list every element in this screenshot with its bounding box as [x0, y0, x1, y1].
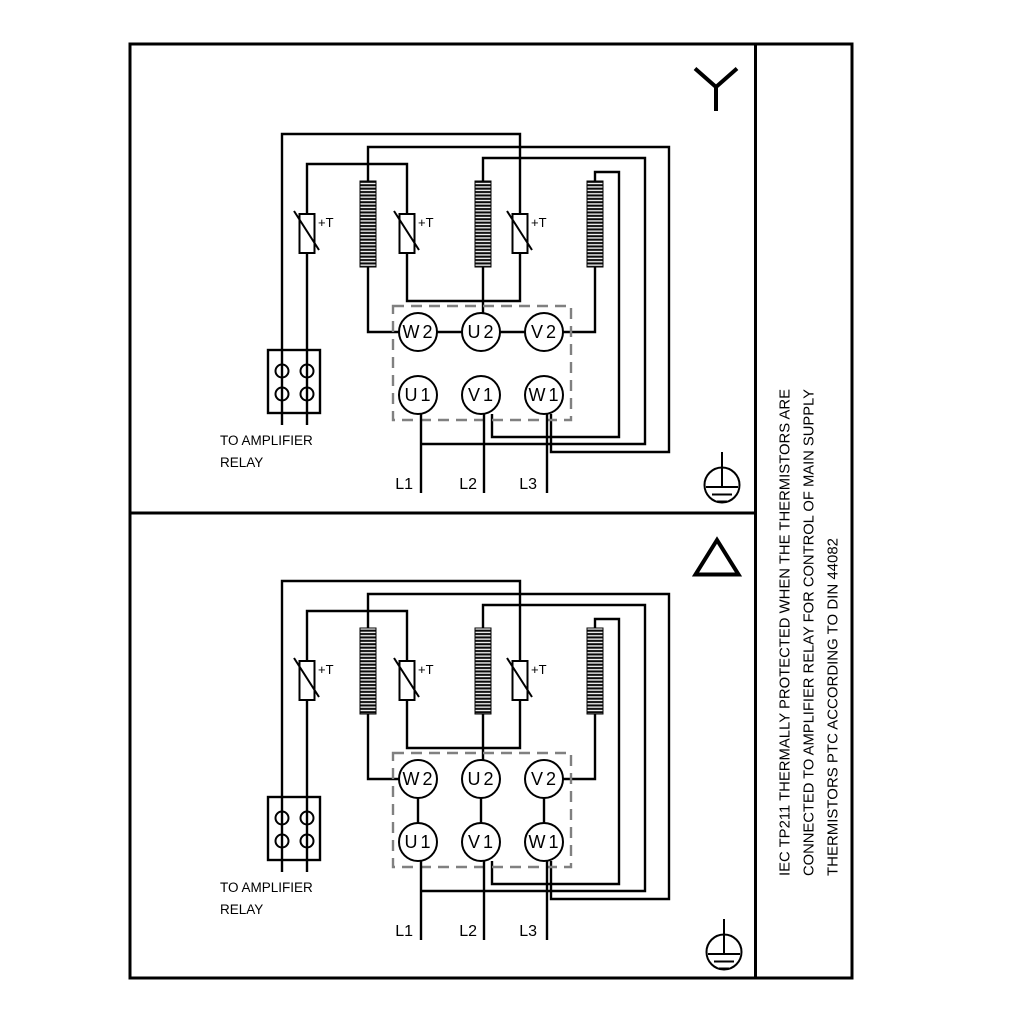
motor-winding-coil-u: [475, 181, 491, 267]
side-note-line-3: THERMISTORS PTC ACCORDING TO DIN 44082: [824, 537, 842, 876]
delta-connection-icon: [696, 540, 739, 575]
wire-thermistor3-to-thermistor2: [407, 253, 520, 301]
terminal-label-w2: W2: [402, 769, 436, 789]
supply-label-l2: L2: [459, 476, 477, 493]
terminal-label-v1: V1: [467, 832, 497, 852]
amplifier-relay-connector: [268, 797, 320, 860]
thermistor-label: +T: [318, 662, 334, 677]
motor-winding-coil-v: [587, 181, 603, 267]
relay-caption-line2: RELAY: [220, 902, 264, 917]
motor-winding-coil-w: [360, 628, 376, 714]
relay-caption-line1: TO AMPLIFIER: [220, 433, 313, 448]
thermistor-3: [507, 211, 547, 253]
thermistor-3: [507, 658, 547, 700]
terminal-label-v2: V2: [530, 769, 560, 789]
supply-label-l1: L1: [395, 476, 413, 493]
wire-coil3-to-v2: [563, 714, 595, 779]
thermistor-1: [294, 211, 334, 253]
terminal-label-w2: W2: [402, 322, 436, 342]
star-connection-icon: [695, 69, 737, 112]
star-wiring-panel: [220, 69, 740, 503]
wire-thermistor3-to-thermistor2: [407, 700, 520, 748]
thermistor-label: +T: [418, 662, 434, 677]
wire-thermistor2-to-thermistor1: [307, 611, 407, 661]
side-note: [776, 380, 842, 876]
motor-winding-coil-w: [360, 181, 376, 267]
wire-coil3-to-v2: [563, 267, 595, 332]
thermistor-label: +T: [318, 215, 334, 230]
supply-label-l2: L2: [459, 923, 477, 940]
delta-wiring-panel: [220, 540, 742, 970]
terminal-label-w1: W1: [528, 385, 562, 405]
wire-coil1-to-w2: [368, 714, 399, 779]
wire-relay-to-thermistor3: [282, 581, 520, 872]
relay-caption-line2: RELAY: [220, 455, 264, 470]
side-note-line-1: IEC TP211 THERMALLY PROTECTED WHEN THE THERMISTORS ARE: [776, 383, 794, 876]
supply-label-l3: L3: [519, 923, 537, 940]
wire-coil1-to-w2: [368, 267, 399, 332]
motor-winding-coil-v: [587, 628, 603, 714]
side-note-line-2: CONNECTED TO AMPLIFIER RELAY FOR CONTROL OF MAIN SUPPLY: [800, 380, 818, 876]
wire-relay-to-thermistor3: [282, 134, 520, 425]
terminal-label-u1: U1: [404, 832, 434, 852]
thermistor-label: +T: [531, 215, 547, 230]
thermistor-label: +T: [418, 215, 434, 230]
earth-ground-icon: [707, 919, 742, 970]
thermistor-2: [394, 658, 434, 700]
terminal-label-v2: V2: [530, 322, 560, 342]
thermistor-1: [294, 658, 334, 700]
wire-winding-w-top: [368, 147, 669, 452]
thermistor-2: [394, 211, 434, 253]
wire-thermistor2-to-thermistor1: [307, 164, 407, 214]
terminal-label-u2: U2: [467, 769, 497, 789]
terminal-label-u2: U2: [467, 322, 497, 342]
earth-ground-icon: [705, 452, 740, 503]
terminal-label-w1: W1: [528, 832, 562, 852]
relay-caption-line1: TO AMPLIFIER: [220, 880, 313, 895]
terminal-label-v1: V1: [467, 385, 497, 405]
thermistor-label: +T: [531, 662, 547, 677]
supply-label-l3: L3: [519, 476, 537, 493]
supply-label-l1: L1: [395, 923, 413, 940]
amplifier-relay-connector: [268, 350, 320, 413]
motor-winding-coil-u: [475, 628, 491, 714]
terminal-label-u1: U1: [404, 385, 434, 405]
wire-winding-w-top: [368, 594, 669, 899]
